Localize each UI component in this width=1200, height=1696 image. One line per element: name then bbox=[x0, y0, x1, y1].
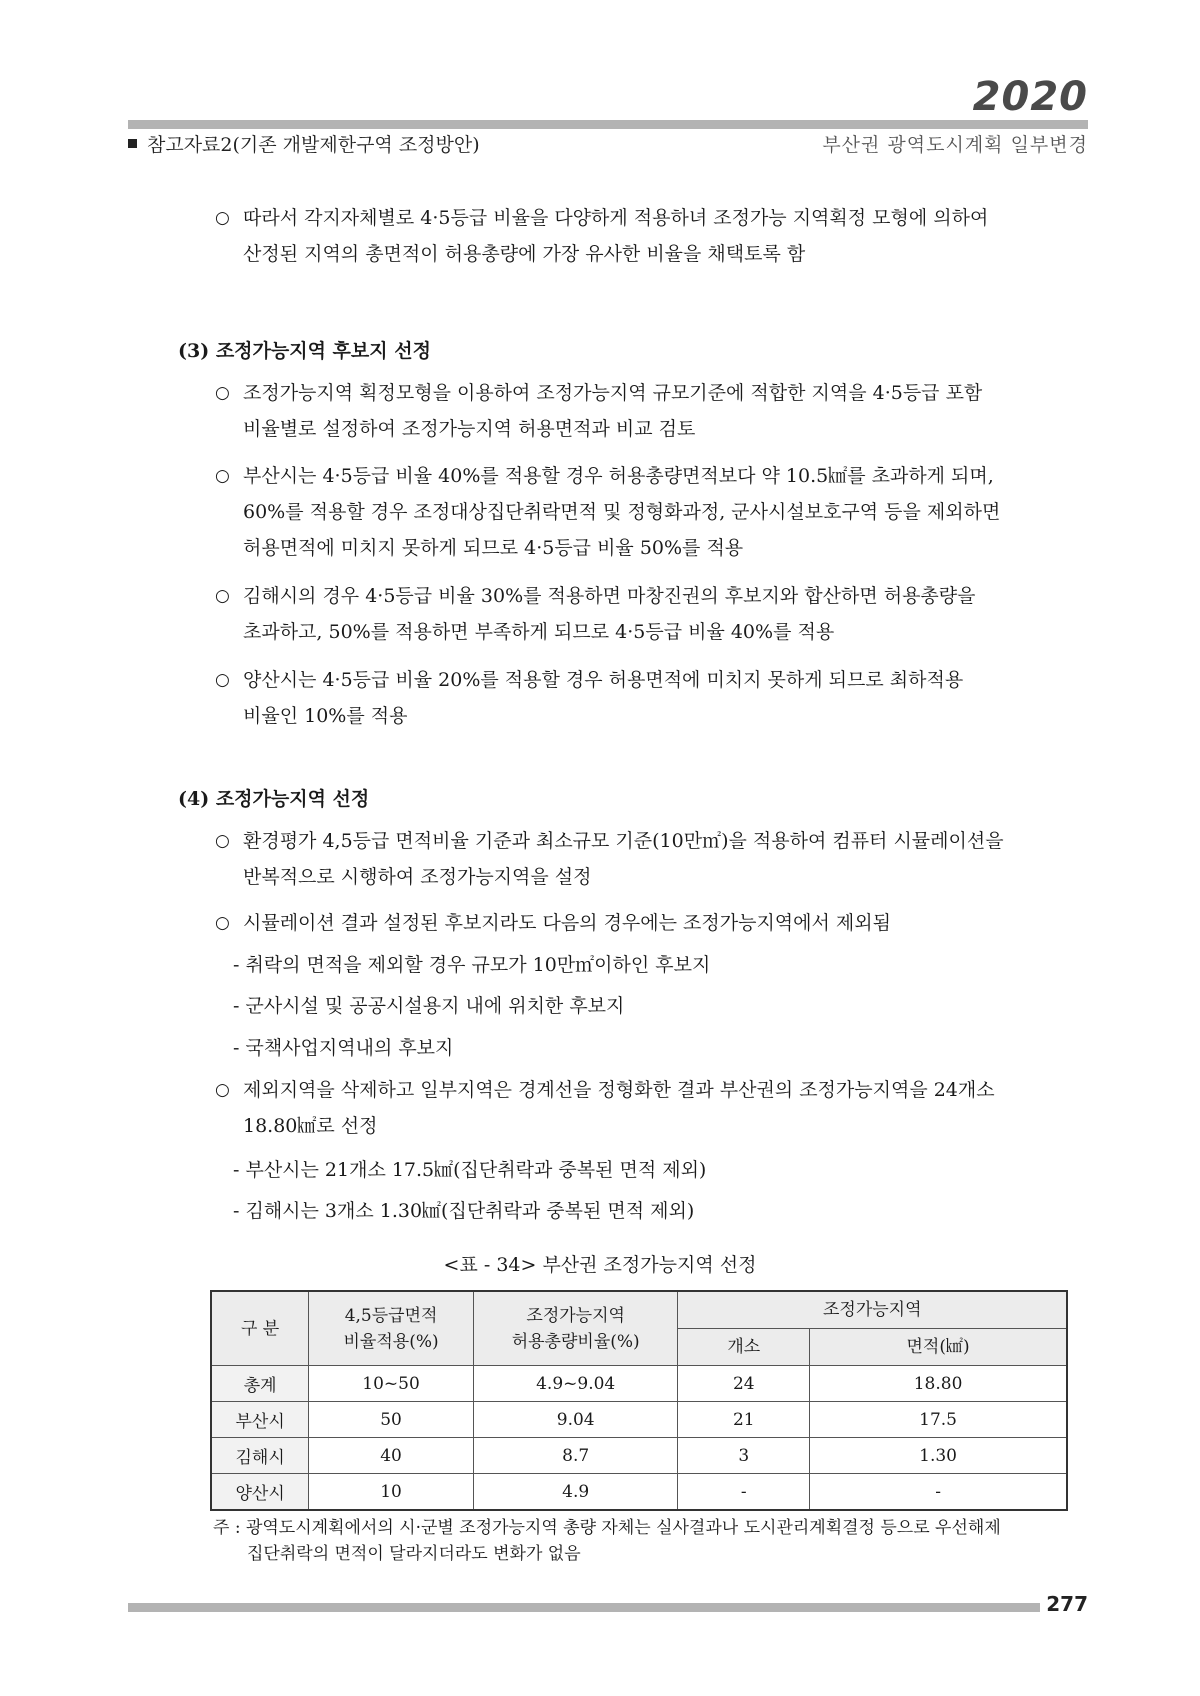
text-line: 비율인 10%를 적용 bbox=[243, 705, 408, 727]
text-line: 조정가능지역 획정모형을 이용하여 조정가능지역 규모기준에 적합한 지역을 4·5등급 포함 bbox=[243, 382, 983, 404]
table-row bbox=[211, 1438, 1067, 1474]
text-line: 비율별로 설정하여 조정가능지역 허용면적과 비교 검토 bbox=[243, 418, 696, 440]
footer-rule bbox=[128, 1603, 1040, 1612]
table-cell: 21 bbox=[678, 1402, 810, 1438]
bullet-paragraph bbox=[215, 375, 1123, 447]
intro-paragraph bbox=[215, 200, 1123, 272]
table-cell: 9.04 bbox=[473, 1402, 678, 1438]
circle-bullet-icon: ○ bbox=[215, 383, 230, 403]
row-label: 김해시 bbox=[211, 1438, 309, 1474]
bullet-paragraph bbox=[215, 578, 1123, 650]
table-cell: 10~50 bbox=[309, 1366, 474, 1402]
allocation-table bbox=[210, 1290, 1068, 1511]
text-line: 반복적으로 시행하여 조정가능지역을 설정 bbox=[243, 866, 592, 888]
page-number: 277 bbox=[1046, 1592, 1088, 1616]
table-row bbox=[211, 1402, 1067, 1438]
document-year: 2020 bbox=[972, 74, 1088, 120]
table-cell: 4.9 bbox=[473, 1474, 678, 1511]
section-heading-4: (4) 조정가능지역 선정 bbox=[178, 788, 370, 810]
table-cell: 18.80 bbox=[810, 1366, 1067, 1402]
header-cell: 면적(㎢) bbox=[810, 1329, 1067, 1366]
table-cell: 50 bbox=[309, 1402, 474, 1438]
dash-item: - 취락의 면적을 제외할 경우 규모가 10만㎡이하인 후보지 bbox=[233, 954, 711, 976]
text-line: 허용면적에 미치지 못하게 되므로 4·5등급 비율 50%를 적용 bbox=[243, 537, 744, 559]
row-label: 양산시 bbox=[211, 1474, 309, 1511]
text-line: 따라서 각지자체별로 4·5등급 비율을 다양하게 적용하녀 조정가능 지역획정 모형에 의하여 bbox=[243, 207, 989, 229]
bullet-paragraph bbox=[215, 823, 1123, 895]
header-cell bbox=[309, 1291, 474, 1366]
table-row bbox=[211, 1474, 1067, 1511]
header-line: 조정가능지역 bbox=[526, 1305, 625, 1326]
circle-bullet-icon: ○ bbox=[215, 208, 230, 228]
circle-bullet-icon: ○ bbox=[215, 913, 230, 933]
header-cell bbox=[473, 1291, 678, 1366]
table-cell: - bbox=[810, 1474, 1067, 1511]
table-caption: <표 - 34> 부산권 조정가능지역 선정 bbox=[443, 1254, 757, 1276]
bullet-paragraph bbox=[215, 905, 1123, 941]
dash-item: - 김해시는 3개소 1.30㎢(집단취락과 중복된 면적 제외) bbox=[233, 1200, 695, 1222]
document-title: 부산권 광역도시계획 일부변경 bbox=[822, 134, 1088, 156]
text-line: 환경평가 4,5등급 면적비율 기준과 최소규모 기준(10만㎡)을 적용하여 컴퓨터 시뮬레이션을 bbox=[243, 830, 1004, 852]
text-line: 60%를 적용할 경우 조정대상집단취락면적 및 정형화과정, 군사시설보호구역 등을 제외하면 bbox=[243, 501, 1001, 523]
header-cell: 구 분 bbox=[211, 1291, 309, 1366]
row-label: 부산시 bbox=[211, 1402, 309, 1438]
text-line: 제외지역을 삭제하고 일부지역은 경계선을 정형화한 결과 부산권의 조정가능지역을 24개소 bbox=[243, 1079, 995, 1101]
header-line: 비율적용(%) bbox=[343, 1331, 439, 1352]
dash-item: - 국책사업지역내의 후보지 bbox=[233, 1037, 454, 1059]
table-cell: - bbox=[678, 1474, 810, 1511]
note-line: 집단취락의 면적이 달라지더라도 변화가 없음 bbox=[247, 1544, 581, 1564]
header-rule bbox=[128, 120, 1088, 129]
circle-bullet-icon: ○ bbox=[215, 466, 230, 486]
chapter-title bbox=[128, 130, 480, 157]
text-line: 부산시는 4·5등급 비율 40%를 적용할 경우 허용총량면적보다 약 10.5㎢를 초과하게 되며, bbox=[243, 465, 994, 487]
circle-bullet-icon: ○ bbox=[215, 831, 230, 851]
circle-bullet-icon: ○ bbox=[215, 586, 230, 606]
text-line: 산정된 지역의 총면적이 허용총량에 가장 유사한 비율을 채택토록 함 bbox=[243, 243, 806, 265]
table-cell: 3 bbox=[678, 1438, 810, 1474]
header-line: 허용총량비율(%) bbox=[511, 1331, 640, 1352]
text-line: 양산시는 4·5등급 비율 20%를 적용할 경우 허용면적에 미치지 못하게 되므로 최하적용 bbox=[243, 669, 964, 691]
row-label: 총계 bbox=[211, 1366, 309, 1402]
text-line: 김해시의 경우 4·5등급 비율 30%를 적용하면 마창진권의 후보지와 합산하면 허용총량을 bbox=[243, 585, 976, 607]
table-cell: 8.7 bbox=[473, 1438, 678, 1474]
bullet-paragraph bbox=[215, 458, 1123, 566]
text-line: 초과하고, 50%를 적용하면 부족하게 되므로 4·5등급 비율 40%를 적용 bbox=[243, 621, 835, 643]
chapter-title-text: 참고자료2(기존 개발제한구역 조정방안) bbox=[147, 134, 480, 156]
circle-bullet-icon: ○ bbox=[215, 670, 230, 690]
table-note bbox=[213, 1515, 1093, 1567]
text-line: 시뮬레이션 결과 설정된 후보지라도 다음의 경우에는 조정가능지역에서 제외됨 bbox=[243, 912, 891, 934]
header-cell: 개소 bbox=[678, 1329, 810, 1366]
table-cell: 17.5 bbox=[810, 1402, 1067, 1438]
table-cell: 1.30 bbox=[810, 1438, 1067, 1474]
square-bullet-icon bbox=[128, 139, 137, 148]
text-line: 18.80㎢로 선정 bbox=[243, 1115, 378, 1137]
header-line: 4,5등급면적 bbox=[344, 1305, 438, 1326]
dash-item: - 군사시설 및 공공시설용지 내에 위치한 후보지 bbox=[233, 995, 625, 1017]
dash-item: - 부산시는 21개소 17.5㎢(집단취락과 중복된 면적 제외) bbox=[233, 1159, 707, 1181]
section-heading-3: (3) 조정가능지역 후보지 선정 bbox=[178, 340, 431, 362]
note-line: 주 : 광역도시계획에서의 시·군별 조정가능지역 총량 자체는 실사결과나 도시관리계획결정 등으로 우선해제 bbox=[213, 1518, 1001, 1538]
bullet-paragraph bbox=[215, 662, 1123, 734]
table-cell: 10 bbox=[309, 1474, 474, 1511]
header-cell: 조정가능지역 bbox=[678, 1291, 1067, 1329]
table-row bbox=[211, 1366, 1067, 1402]
circle-bullet-icon: ○ bbox=[215, 1080, 230, 1100]
table-cell: 4.9~9.04 bbox=[473, 1366, 678, 1402]
table-cell: 24 bbox=[678, 1366, 810, 1402]
table-cell: 40 bbox=[309, 1438, 474, 1474]
bullet-paragraph bbox=[215, 1072, 1123, 1144]
